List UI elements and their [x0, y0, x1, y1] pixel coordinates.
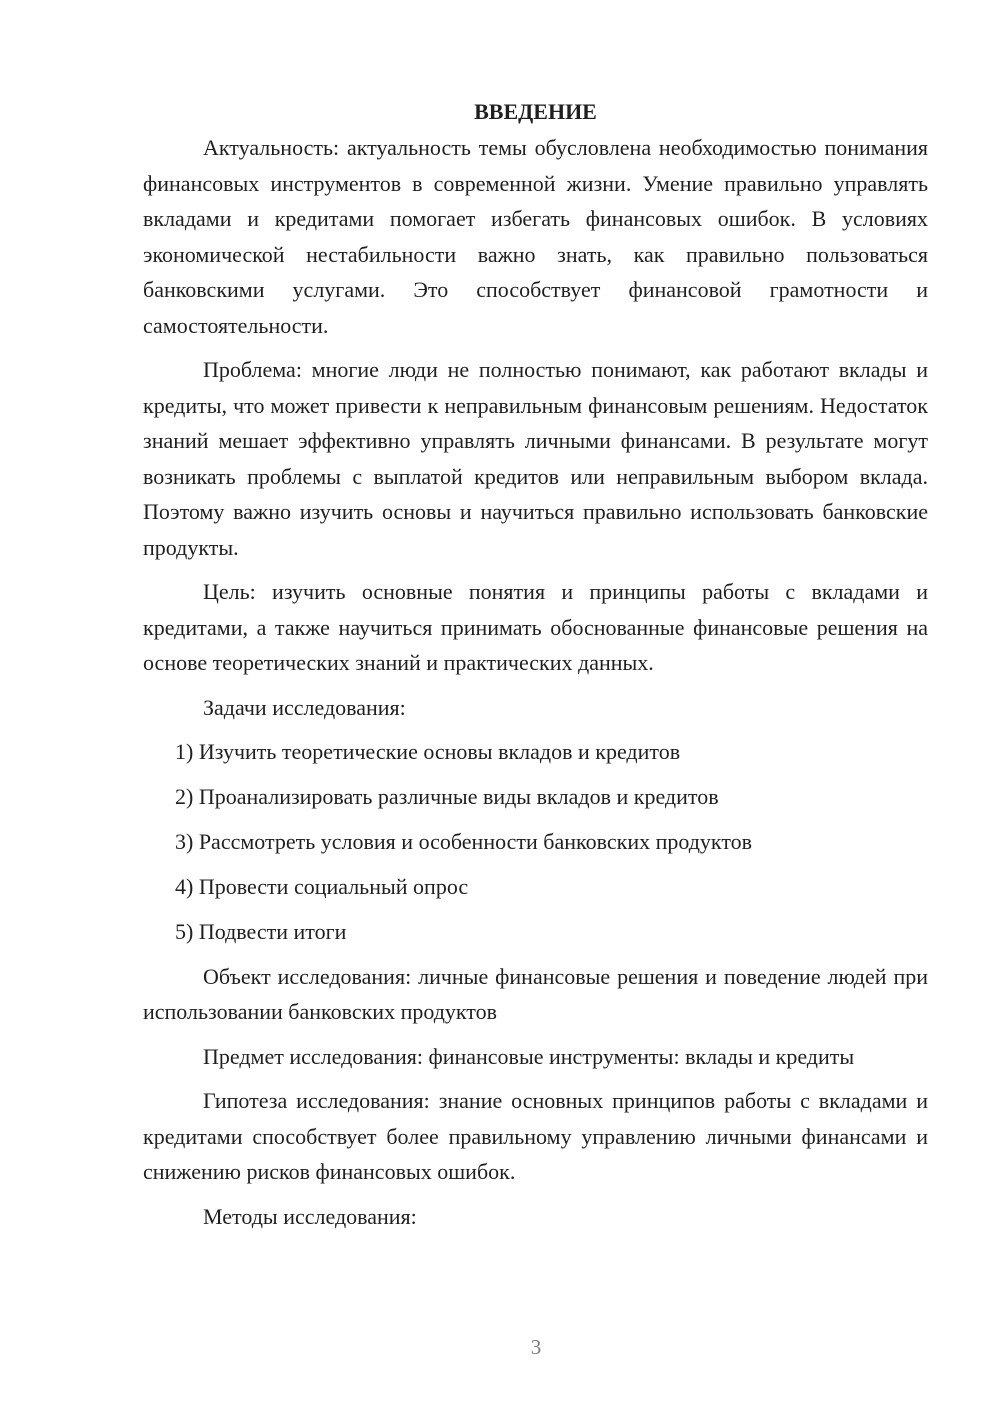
methods-heading: Методы исследования:: [203, 1203, 417, 1229]
object-paragraph: Объект исследования: личные финансовые решения и поведение людей при использовании банковских продуктов: [143, 963, 928, 1024]
tasks-list: [143, 734, 928, 950]
subject-paragraph: Предмет исследования: финансовые инструменты: вклады и кредиты: [203, 1043, 855, 1069]
hypothesis-paragraph: Гипотеза исследования: знание основных принципов работы с вкладами и кредитами способствует более правильному управлению личными финансами и снижению рисков финансовых ошибок.: [143, 1088, 928, 1184]
task-item: 5) Подвести итоги: [175, 919, 347, 944]
task-item: 3) Рассмотреть условия и особенности банковских продуктов: [175, 829, 753, 854]
task-item: 4) Провести социальный опрос: [175, 874, 469, 899]
page-title: ВВЕДЕНИЕ: [474, 99, 597, 124]
tasks-heading: Задачи исследования:: [203, 694, 406, 720]
task-item: 2) Проанализировать различные виды вкладов и кредитов: [175, 784, 719, 809]
task-item: 1) Изучить теоретические основы вкладов и кредитов: [175, 739, 681, 764]
relevance-paragraph: Актуальность: актуальность темы обусловлена необходимостью понимания финансовых инструментов в современной жизни. Умение правильно управлять вкладами и кредитами помогает избегать финансовых ошибок. В условиях экономической нестабильности важно знать, как правильно пользоваться банковскими услугами. Это способствует финансовой грамотности и самостоятельности.: [143, 135, 928, 338]
problem-paragraph: Проблема: многие люди не полностью понимают, как работают вклады и кредиты, что может привести к неправильным финансовым решениям. Недостаток знаний мешает эффективно управлять личными финансами. В результате могут возникать проблемы с выплатой кредитов или неправильным выбором вклада. Поэтому важно изучить основы и научиться правильно использовать банковские продукты.: [143, 357, 928, 560]
page-content: [143, 94, 928, 1234]
goal-paragraph: Цель: изучить основные понятия и принципы работы с вкладами и кредитами, а также научиться принимать обоснованные финансовые решения на основе теоретических знаний и практических данных.: [143, 579, 928, 675]
page-number: 3: [530, 1335, 542, 1359]
